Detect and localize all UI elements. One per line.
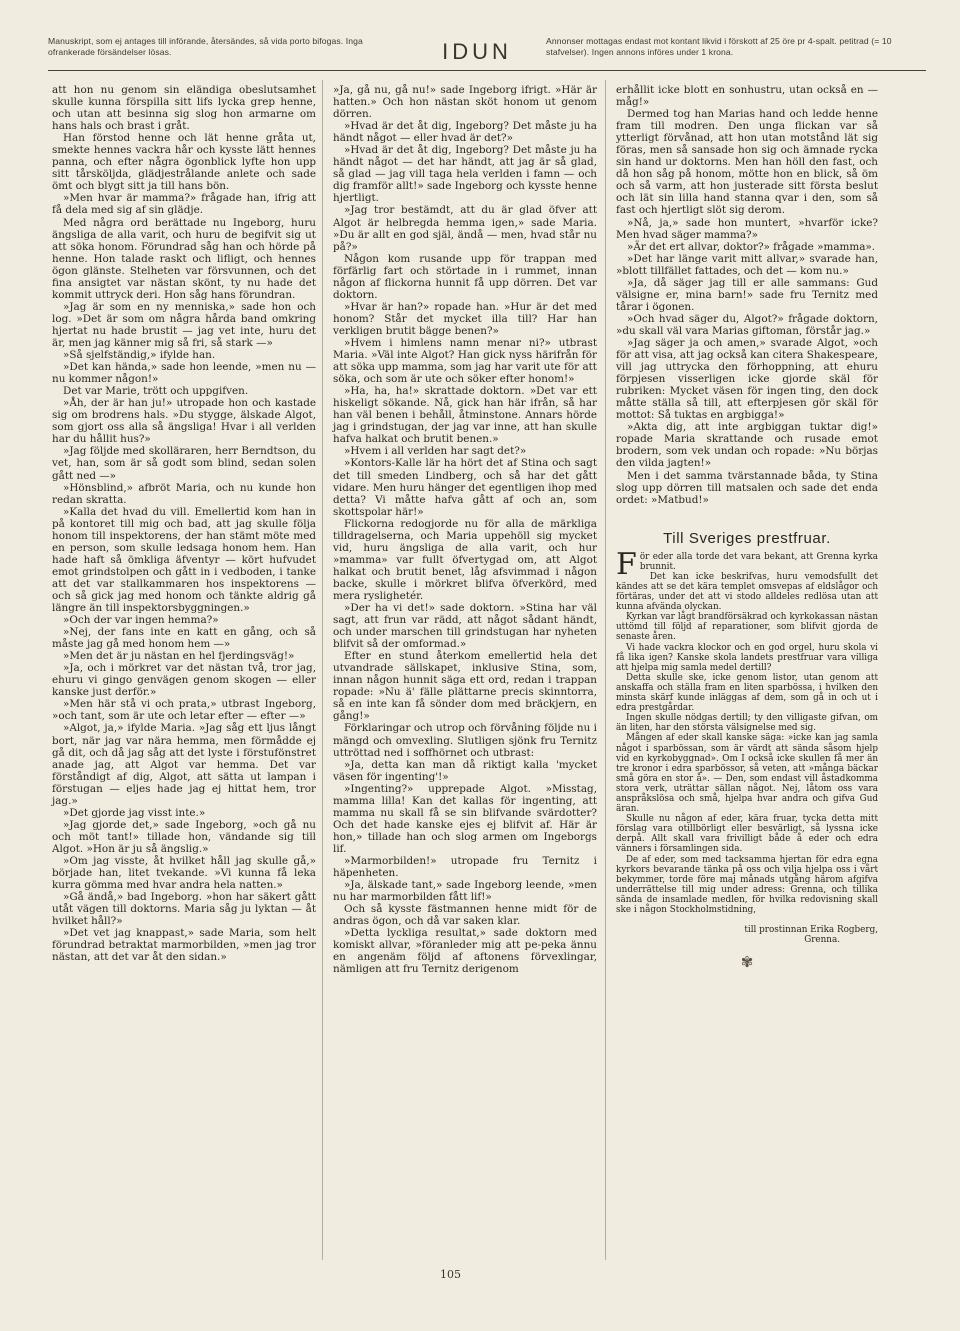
paragraph: Och så kysste fästmannen henne midt för de andras ögon, och då var saken klar. — [333, 903, 597, 928]
notice-paragraph: De af eder, som med tacksamma hjertan för edra egna kyrkors bevarande tänka på oss och vilja hjelpa oss i vårt bekymmer, torde före maj månads utgång härom afgifva underrättelse till mig under adress: Grenna, och tillika sända de insamlade medlen, för hvilka redovisning skall ske i någon Stockholmstidning, — [616, 854, 878, 916]
paragraph: »Ja, gå nu, gå nu!» sade Ingeborg ifrigt. »Här är hatten.» Och hon nästan sköt honom ut genom dörren. — [333, 84, 597, 121]
paragraph: »Ja, då säger jag till er alle sammans: Gud välsigne er, mina barn!» sade fru Ternitz med tårar i ögonen. — [616, 276, 878, 313]
column-2 — [333, 84, 597, 975]
paragraph: »Jag gjorde det,» sade Ingeborg, »och gå nu och möt tant!» tillade hon, vändande sig till Algot. »Hon är ju så ängslig.» — [52, 818, 316, 855]
paragraph: »Detta lyckliga resultat,» sade doktorn med komiskt allvar, »föranleder mig att pe-peka ännu en angenäm följd af aftonens förvexlingar, nämligen att fru Ternitz derigenom — [333, 927, 597, 976]
paragraph: »Marmorbilden!» utropade fru Ternitz i häpenheten. — [333, 855, 597, 880]
paragraph: Dermed tog han Marias hand och ledde henne fram till modren. Den unga flickan var så ytterligt förvånad, att hon utan motstånd lät sig föras, men så sansade hon sig och ämnade rycka sin hand ur doktorns. Men han höll den fast, och då hon såg på honom, mötte hon en blick, så öm och så varm, att hon justerade sitt första beslut och lät sin lilla hand stanna qvar i den, som så fast och hjertligt slöt sig derom. — [616, 108, 878, 217]
masthead-title: IDUN — [442, 39, 512, 64]
paragraph: »Nå, ja,» sade hon muntert, »hvarför icke? Men hvad säger mamma?» — [616, 216, 878, 241]
notice-paragraph: Mången af eder skall kanske säga: »icke kan jag samla något i sparbössan, som är värdt att sända såsom hjelp vid en kyrkobyggnad». Om I också icke skullen få mer än tre kronor i edra sparbössor, så veten, att »många bäckar små göra en stor å». — Den, som endast vill åstadkomma stora verk, uträttar sällan något. Nej, låtom oss vara anspråkslösa och små, hjelpa hvar andra och gifva Gud äran. — [616, 733, 878, 815]
masthead — [48, 36, 926, 71]
notice-title: Till Sveriges prestfruar. — [663, 529, 831, 547]
paragraph: Med några ord berättade nu Ingeborg, huru ängsliga de alla varit, och huru de begifvit sig ut att söka honom. Förundrad såg han och hörde på henne. Hon talade raskt och lifligt, och hennes ögon glänste. Stelheten var försvunnen, och det fina ansigtet var nästan skönt, ty nu hade det kommit uttryck deri. Hon såg hans förundran. — [52, 216, 316, 301]
paragraph: »Jag tror bestämdt, att du är glad öfver att Algot är helbregda hemma igen,» sade Maria. »Du är allt en god själ, ändå — men, hvad står nu på?» — [333, 204, 597, 253]
paragraph: »Men hvar är mamma?» frågade han, ifrig att få dela med sig af sin glädje. — [52, 192, 316, 217]
ornament-icon: ✾ — [740, 953, 754, 972]
paragraph: »Nej, der fans inte en katt en gång, och så måste jag gå med honom hem —» — [52, 626, 316, 651]
column-rule — [605, 80, 606, 1260]
notice-paragraph: ör eder alla torde det vara bekant, att Grenna kyrka brunnit. — [639, 551, 878, 572]
paragraph: »Ja, älskade tant,» sade Ingeborg leende, »men nu har marmorbilden fått lif!» — [333, 879, 597, 904]
paragraph: »Det vet jag knappast,» sade Maria, som helt förundrad betraktat marmorbilden, »men jag tror nästan, att det var åt den sidan.» — [52, 927, 316, 964]
notice-paragraph: Vi hade vackra klockor och en god orgel, huru skola vi få lika igen? Kanske skola landets prestfruar vara villiga att hjelpa mig samla medel dertill? — [616, 642, 878, 673]
paragraph: »Gå ändå,» bad Ingeborg. »hon har säkert gått utåt vägen till doktorns. Maria såg ju lyktan — åt hvilket håll?» — [52, 891, 316, 928]
paragraph: erhållit icke blott en sonhustru, utan också en — måg!» — [616, 84, 878, 109]
masthead-right-notice: Annonser mottagas endast mot kontant likvid i förskott af 25 öre pr 4-spalt. petitrad (= 10 stafvelser). Ingen annons införes under 1 krona. — [546, 36, 892, 57]
notice-place: Grenna. — [804, 935, 840, 946]
paragraph: »Jag är som en ny menniska,» sade hon och log. »Det är som om några hårda band omkring hjertat nu hade brustit — jag vet inte, huru det är, men jag känner mig så fri, så stark —» — [52, 300, 316, 349]
paragraph: »Och hvad säger du, Algot?» frågade doktorn, »du skall väl vara Marias giftoman, förstår jag.» — [616, 312, 878, 337]
paragraph: Någon kom rusande upp för trappan med förfärlig fart och störtade in i rummet, innan någon af flickorna hunnit få upp dörren. Det var doktorn. — [333, 252, 597, 301]
paragraph: »Hvem i all verlden har sagt det?» — [344, 445, 527, 458]
paragraph: »Der ha vi det!» sade doktorn. »Stina har väl sagt, att frun var rädd, att något sådant händt, och under marschen till grindstugan har nyheten blifvit så der omformad.» — [333, 602, 597, 651]
paragraph: »Är det ert allvar, doktor?» frågade »mamma». — [627, 240, 876, 253]
paragraph: »Hvad är det åt dig, Ingeborg? Det måste ju ha händt något — det har händt, att jag är så glad, så glad — jag vill taga hela verlden i famn — och dig framför allt!» sade Ingeborg och kysste henne hjertligt. — [333, 144, 597, 205]
paragraph: »Ja, och i mörkret var det nästan två, tror jag, ehuru vi gingo genvägen genom skogen — eller kanske just derför.» — [52, 662, 316, 699]
notice-section — [616, 529, 878, 972]
notice-paragraph: Detta skulle ske, icke genom listor, utan genom att anskaffa och ställa fram en liten sparbössa, i hvilken den minsta skärf kunde inläggas af dem, som gå in och ut i edra prestgårdar. — [616, 672, 878, 714]
paragraph: »Jag säger ja och amen,» svarade Algot, »och för att visa, att jag också kan citera Shakespeare, vill jag uttrycka den förhoppning, att ehuru förpjesen visserligen icke gjorde skäl för rubriken: Mycket väsen för ingen ting, den dock måtte ställa så till, att efterpjesen gör skäl för mottot: Så tuktas en argbigga!» — [616, 336, 878, 422]
paragraph: »Om jag visste, åt hvilket håll jag skulle gå,» började han, litet tvekande. »Vi kunna få leka kurra gömma med hvar andra hela natten.» — [52, 855, 316, 892]
column-3-story — [616, 84, 878, 506]
paragraph: Men i det samma tvärstannade båda, ty Stina slog upp dörren till matsalen och sade det enda ordet: »Matbud!» — [616, 469, 878, 506]
paragraph: »Det har länge varit mitt allvar,» svarade han, »blott tillfället fattades, och det — kom nu.» — [616, 252, 878, 277]
column-rule — [322, 80, 323, 1260]
notice-paragraph: Kyrkan var lågt brandförsäkrad och kyrkokassan nästan uttömd till följd af reparationer, som blifvit gjorda de senaste åren. — [616, 612, 878, 643]
paragraph: »Ha, ha, ha!» skrattade doktorn. »Det var ett hiskeligt sökande. Nå, gick han här ifrån, så har han väl benen i behåll, åtminstone. Annars hörde jag i grindstugan, der jag var inne, att han skulle hafva halkat och brutit benen.» — [333, 385, 597, 446]
paragraph: »Det kan hända,» sade hon leende, »men nu — nu kommer någon!» — [52, 361, 316, 386]
paragraph: »Kontors-Kalle lär ha hört det af Stina och sagt det till smeden Lindberg, och så har det gått vidare. Men huru hänger det egentligen ihop med detta? Vi måtte hafva gått af och an, som skottspolar här!» — [333, 457, 597, 518]
paragraph: »Så sjelfständig,» ifylde han. — [63, 349, 216, 362]
paragraph: Det var Marie, trött och uppgifven. — [63, 385, 249, 398]
notice-paragraph: Det kan icke beskrifvas, huru vemodsfullt det kändes att se det kära templet omsvepas af eldslågor och förtäras, under det att vi stodo alldeles redlösa utan att kunna afvända olyckan. — [616, 571, 878, 613]
paragraph: »Ingenting?» upprepade Algot. »Misstag, mamma lilla! Kan det kallas för ingenting, att mamma nu skall få se sin blifvande svärdotter? Och det hade kanske ejes ej blifvit af. Här är hon,» tillade han och slog armen om Ingeborgs lif. — [333, 782, 597, 855]
paragraph: »Men här stå vi och prata,» utbrast Ingeborg, »och tant, som är ute och letar efter — efter —» — [52, 698, 316, 723]
drop-cap: F — [616, 546, 637, 582]
paragraph: »Jag följde med skolläraren, herr Berndtson, du vet, han, som är så godt som blind, sedan solen gått ned —» — [52, 445, 316, 482]
notice-paragraph: Ingen skulle nödgas dertill; ty den villigaste gifvan, om än liten, har den största välsignelse med sig. — [616, 713, 878, 734]
paragraph: »Hvem i himlens namn menar ni?» utbrast Maria. »Väl inte Algot? Han gick nyss härifrån för att söka upp mamma, som jag har varit ute för att söka, och som är ute och söker efter honom!» — [333, 336, 597, 386]
paragraph: Flickorna redogjorde nu för alla de märkliga tilldragelserna, och Maria uppehöll sig mycket vid, huru ängsliga de alla varit, och hur »mamma» var fullt öfvertygad om, att Algot halkat och brutit benet, låg afsvimmad i någon backe, skulle i mörkret blifva öfverkörd, med mera ryslighetér. — [333, 517, 597, 602]
paragraph: »Hvad är det åt dig, Ingeborg? Det måste ju ha händt något — eller hvad är det?» — [333, 120, 597, 145]
paragraph: »Det gjorde jag visst inte.» — [63, 806, 206, 819]
paragraph: »Och der var ingen hemma?» — [63, 614, 219, 627]
column-1 — [52, 84, 316, 963]
notice-paragraph: Skulle nu någon af eder, kära fruar, tycka detta mitt förslag vara otillbörligt eller besvärligt, så lyssna icke derpå. Allt skall vara frivilligt både å eder och edra vänners i församlingen sida. — [616, 814, 878, 855]
paragraph: »Ja, detta kan man då riktigt kalla 'mycket väsen för ingenting'!» — [333, 758, 597, 783]
page-number: 105 — [440, 1268, 461, 1281]
paragraph: »Algot, ja,» ifylde Maria. »Jag såg ett ljus långt bort, när jag var nära hemma, men förmådde ej gå dit, och då jag såg att det lyste i förstufönstret anade jag, att Algot var hemma. Det var förståndigt af dig, Algot, att sätta ut lampan i förstugan — eljes hade jag ej hittat hem, tror jag.» — [52, 722, 316, 807]
notice-body — [616, 546, 878, 916]
column-3 — [616, 84, 878, 972]
masthead-left-notice: Manuskript, som ej antages till införande, återsändes, så vida porto bifogas. Inga ofrankerade försändelser lösas. — [48, 36, 363, 57]
paragraph: »Akta dig, att inte argbiggan tuktar dig!» ropade Maria skrattande och rusade emot brodern, som vek undan och ropade: »Nu börjas den vilda jagten!» — [616, 421, 878, 470]
paragraph: att hon nu genom sin eländiga obeslutsamhet skulle kunna förspilla sitt lifs lycka grep henne, och utan att besinna sig slog hon armarne om hans hals och brast i gråt. — [52, 84, 316, 133]
paragraph: »Men det är ju nästan en hel fjerdingsväg!» — [63, 650, 295, 663]
paragraph: »Hönsblind,» afbröt Maria, och nu kunde hon redan skratta. — [52, 481, 316, 506]
paragraph: Han förstod henne och lät henne gråta ut, smekte hennes vackra hår och kysste lätt hennes panna, och efter några ögonblick lyfte hon upp sitt tårsköljda, glädjestrålande anlete och sade ömt och blygt sitt ja till hans bön. — [52, 132, 316, 193]
paragraph: Förklaringar och utrop och förvåning följde nu i mängd och omvexling. Slutligen sjönk fru Ternitz uttröttad ned i soffhörnet och utbrast: — [333, 722, 597, 759]
paragraph: »Åh, der är han ju!» utropade hon och kastade sig om brodrens hals. »Du stygge, älskade Algot, som gjort oss alla så ängsliga! Hvar i all verlden har du hållit hus?» — [52, 397, 316, 446]
paragraph: Efter en stund återkom emellertid hela det utvandrade sällskapet, inklusive Stina, som, innan någon hunnit säga ett ord, redan i trappan ropade: »Nu ä' fälle plättarne precis skinntorra, så en inte kan få sönder dom med bräckjern, en gång!» — [333, 650, 597, 723]
notice-signature: till prostinnan Erika Rogberg, — [744, 925, 878, 936]
paragraph: »Hvar är han?» ropade han. »Hur är det med honom? Står det mycket illa till? Har han verkligen brutit bägge benen?» — [333, 300, 597, 337]
paragraph: »Kalla det hvad du vill. Emellertid kom han in på kontoret till mig och bad, att jag skulle följa honom till inspektorens, der han stämt möte med en person, som skulle ledsaga honom hem. Han hade haft så ömkliga äfventyr — kört hufvudet emot grindstolpen och gått in i vedboden, i tanke att det var stallkammaren hos inspektorens — och så gick jag med honom och tänkte aldrig gå längre än till inspektorsbyggningen.» — [52, 505, 316, 615]
